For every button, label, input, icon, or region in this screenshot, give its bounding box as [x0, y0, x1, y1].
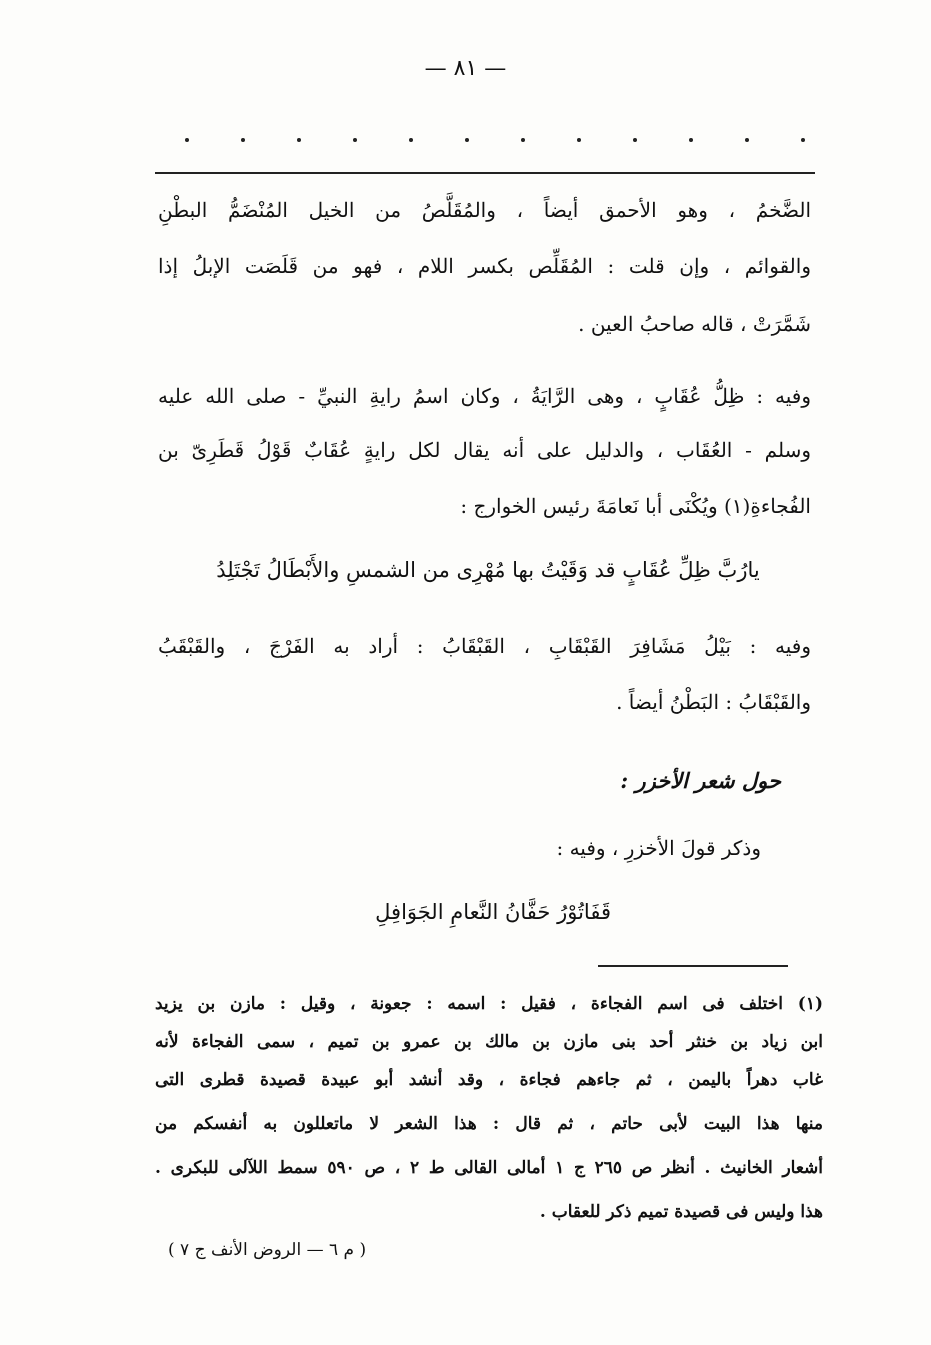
body-line: والقوائم ، وإن قلت : المُقَلِّص بكسر اللام ، فهو من قَلَصَت الإبلُ إذا — [158, 254, 811, 278]
footnote-line: (١) اختلف فى اسم الفجاءة ، فقيل : اسمه : جعونة ، وقيل : مازن بن يزيد — [155, 994, 823, 1014]
dot — [577, 138, 581, 142]
header-rule — [155, 172, 815, 174]
poem-verse: يارُبَّ ظِلِّ عُقَابٍ قد وَقَيْتُ بها مُهْرِى من الشمسِ والأَبْطَالُ تَجْتَلِدُ — [216, 558, 760, 582]
footnote-rule — [598, 965, 788, 967]
printer-signature: ( م ٦ — الروض الأنف ج ٧ ) — [168, 1240, 367, 1260]
body-line: شَمَّرَتْ ، قاله صاحبُ العين . — [578, 312, 811, 336]
dot — [745, 138, 749, 142]
footnote-line: أشعار الخانيث . أنظر ص ٢٦٥ ج ١ أمالى القالى ط ٢ ، ص ٥٩٠ سمط اللآلى للبكرى . — [155, 1158, 824, 1178]
footnote-line: غاب دهراً باليمن ، ثم جاءهم فجاءة ، وقد أنشد أبو عبيدة قصيدة قطرى التى — [155, 1070, 823, 1090]
body-line: وذكر قولَ الأخزرِ ، وفيه : — [556, 836, 761, 860]
footnote-line: منها هذا البيت لأبى حاتم ، ثم قال : هذا الشعر لا ماتعللون به أنفسكم من — [155, 1114, 823, 1134]
body-line: وفيه : بَيْلُ مَشَافِرَ القَبْقَابِ ، القَبْقَابُ : أراد به الفَرْجَ ، والقَبْقَبُ — [158, 634, 811, 658]
body-line: والقَبْقَابُ : البَطْنُ أيضاً . — [616, 690, 811, 714]
body-line: وفيه : ظِلُّ عُقَابٍ ، وهى الرَّايَةُ ، وكان اسمُ رايةِ النبيِّ - صلى الله عليه — [158, 384, 811, 408]
footnote-line: ابن زياد بن خنثر أحد بنى مازن بن مالك بن عمرو بن تميم ، سمى الفجاءة لأنه — [155, 1032, 823, 1052]
poem-hemistich: قَفَاتُوْرُ حَفَّانُ النَّعامِ الجَوَافِلِ — [375, 900, 611, 924]
dot — [633, 138, 637, 142]
body-line: الضَّخمُ ، وهو الأحمق أيضاً ، والمُقَلَّصُ من الخيل المُنْضَمُّ البطْنِ — [158, 198, 811, 222]
dot — [241, 138, 245, 142]
body-line: وسلم - العُقَاب ، والدليل على أنه يقال لكل رايةٍ عُقَابٌ قَوْلُ قَطَرِىّ بن — [158, 438, 811, 462]
dot — [521, 138, 525, 142]
dot — [689, 138, 693, 142]
dot — [297, 138, 301, 142]
body-line: الفُجاءةِ(١) ويُكْنَى أبا نَعامَةَ رئيس الخوارج : — [460, 494, 811, 518]
dot — [465, 138, 469, 142]
section-heading: حول شعر الأخزر : — [620, 768, 781, 793]
dot — [353, 138, 357, 142]
dot — [801, 138, 805, 142]
page-number: — ٨١ — — [424, 56, 507, 81]
dot — [185, 138, 189, 142]
dot — [409, 138, 413, 142]
footnote-line: هذا وليس فى قصيدة تميم ذكر للعقاب . — [539, 1202, 823, 1222]
ornament-dots — [185, 138, 805, 142]
